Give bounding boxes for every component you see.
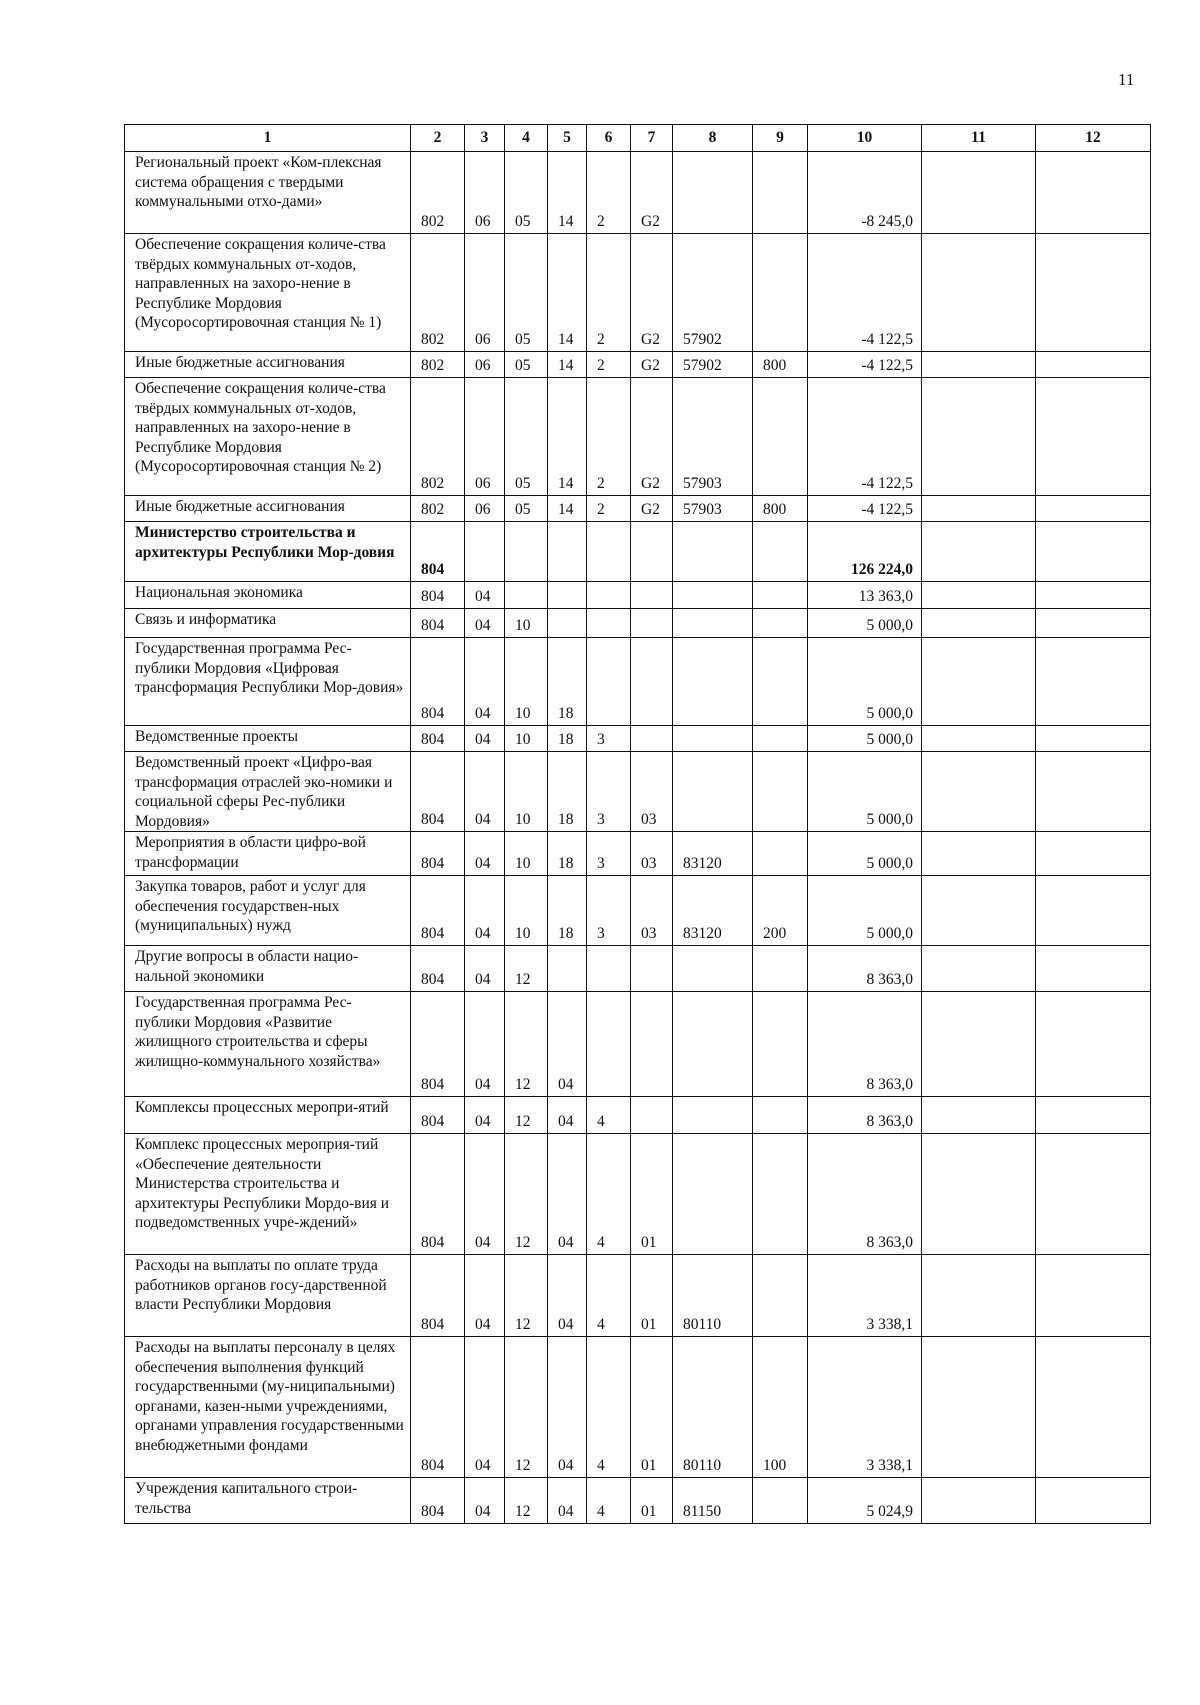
- kvsr-code: 802: [411, 234, 465, 352]
- table-row: [125, 378, 1151, 496]
- subprogram-code: 4: [587, 1478, 631, 1524]
- direction-code: [673, 946, 753, 992]
- subsection-code: 10: [505, 726, 548, 752]
- section-code: 04: [465, 726, 505, 752]
- program-code: 18: [548, 752, 587, 832]
- direction-code: 81150: [673, 1478, 753, 1524]
- kvsr-code: 804: [411, 522, 465, 582]
- section-code: 04: [465, 609, 505, 638]
- program-code: 14: [548, 234, 587, 352]
- subsection-code: 12: [505, 1134, 548, 1255]
- expense-type-code: [753, 752, 808, 832]
- row-name: Государственная программа Рес-публики Мордовия «Цифровая трансформация Республики Мор-довия»: [125, 638, 411, 726]
- section-code: 04: [465, 876, 505, 946]
- col-11: [922, 638, 1036, 726]
- amount: 5 000,0: [808, 609, 922, 638]
- col-12: [1036, 876, 1151, 946]
- subprogram-code: 4: [587, 1337, 631, 1478]
- subprogram-code: [587, 992, 631, 1097]
- subprogram-code: [587, 522, 631, 582]
- project-code: [631, 609, 673, 638]
- expense-type-code: [753, 638, 808, 726]
- column-header: 9: [753, 125, 808, 152]
- program-code: 18: [548, 876, 587, 946]
- col-11: [922, 1478, 1036, 1524]
- col-11: [922, 352, 1036, 378]
- col-12: [1036, 1337, 1151, 1478]
- amount: 5 000,0: [808, 726, 922, 752]
- expense-type-code: 200: [753, 876, 808, 946]
- expense-type-code: [753, 1097, 808, 1134]
- subprogram-code: 2: [587, 496, 631, 522]
- col-12: [1036, 752, 1151, 832]
- section-code: 04: [465, 946, 505, 992]
- subsection-code: 05: [505, 378, 548, 496]
- amount: 8 363,0: [808, 946, 922, 992]
- expense-type-code: [753, 609, 808, 638]
- subprogram-code: 2: [587, 234, 631, 352]
- table-row: [125, 832, 1151, 876]
- subsection-code: 12: [505, 1255, 548, 1337]
- subsection-code: [505, 582, 548, 609]
- table-row: [125, 1134, 1151, 1255]
- expense-type-code: 800: [753, 496, 808, 522]
- program-code: 18: [548, 638, 587, 726]
- kvsr-code: 804: [411, 582, 465, 609]
- subsection-code: [505, 522, 548, 582]
- row-name: Иные бюджетные ассигнования: [125, 496, 411, 522]
- table-row: [125, 1478, 1151, 1524]
- kvsr-code: 804: [411, 992, 465, 1097]
- direction-code: 80110: [673, 1337, 753, 1478]
- amount: -8 245,0: [808, 152, 922, 234]
- direction-code: [673, 638, 753, 726]
- col-12: [1036, 522, 1151, 582]
- kvsr-code: 804: [411, 1478, 465, 1524]
- program-code: 04: [548, 992, 587, 1097]
- amount: 3 338,1: [808, 1255, 922, 1337]
- table-row: [125, 152, 1151, 234]
- row-name: Связь и информатика: [125, 609, 411, 638]
- column-header: 7: [631, 125, 673, 152]
- kvsr-code: 804: [411, 876, 465, 946]
- project-code: 01: [631, 1337, 673, 1478]
- expense-type-code: [753, 992, 808, 1097]
- col-12: [1036, 496, 1151, 522]
- project-code: 01: [631, 1134, 673, 1255]
- col-12: [1036, 152, 1151, 234]
- amount: -4 122,5: [808, 352, 922, 378]
- col-12: [1036, 582, 1151, 609]
- row-name: Расходы на выплаты персоналу в целях обеспечения выполнения функций государственными (му-ниципальными) органами, казен-ными учреждениями, органами управления государственными внебюджетными фондами: [125, 1337, 411, 1478]
- amount: 13 363,0: [808, 582, 922, 609]
- col-11: [922, 582, 1036, 609]
- row-name: Учреждения капитального строи-тельства: [125, 1478, 411, 1524]
- section-code: 06: [465, 234, 505, 352]
- row-name: Мероприятия в области цифро-вой трансформации: [125, 832, 411, 876]
- subsection-code: 12: [505, 1478, 548, 1524]
- subprogram-code: 4: [587, 1134, 631, 1255]
- col-11: [922, 609, 1036, 638]
- col-11: [922, 496, 1036, 522]
- amount: 5 024,9: [808, 1478, 922, 1524]
- expense-type-code: [753, 152, 808, 234]
- subsection-code: 05: [505, 496, 548, 522]
- table-row: [125, 946, 1151, 992]
- col-11: [922, 876, 1036, 946]
- section-code: 04: [465, 1255, 505, 1337]
- section-code: 06: [465, 378, 505, 496]
- row-name: Министерство строительства и архитектуры Республики Мор-довия: [125, 522, 411, 582]
- kvsr-code: 804: [411, 1255, 465, 1337]
- row-name: Другие вопросы в области нацио-нальной экономики: [125, 946, 411, 992]
- project-code: [631, 1097, 673, 1134]
- column-header: 5: [548, 125, 587, 152]
- subprogram-code: 2: [587, 352, 631, 378]
- direction-code: 57903: [673, 496, 753, 522]
- kvsr-code: 804: [411, 1134, 465, 1255]
- direction-code: [673, 992, 753, 1097]
- col-11: [922, 152, 1036, 234]
- expense-type-code: [753, 832, 808, 876]
- table-row: [125, 1255, 1151, 1337]
- column-header: 6: [587, 125, 631, 152]
- row-name: Комплексы процессных меропри-ятий: [125, 1097, 411, 1134]
- project-code: 01: [631, 1255, 673, 1337]
- kvsr-code: 804: [411, 752, 465, 832]
- col-12: [1036, 638, 1151, 726]
- row-name: Обеспечение сокращения количе-ства твёрдых коммунальных от-ходов, направленных на захоро-нение в Республике Мордовия (Мусоросортировочная станция № 2): [125, 378, 411, 496]
- col-12: [1036, 992, 1151, 1097]
- table-row: [125, 522, 1151, 582]
- project-code: 03: [631, 876, 673, 946]
- table-row: [125, 582, 1151, 609]
- row-name: Ведомственный проект «Цифро-вая трансформация отраслей эко-номики и социальной сферы Рес-публики Мордовия»: [125, 752, 411, 832]
- column-header: 3: [465, 125, 505, 152]
- subsection-code: 10: [505, 752, 548, 832]
- expense-type-code: [753, 582, 808, 609]
- table-row: [125, 726, 1151, 752]
- kvsr-code: 804: [411, 832, 465, 876]
- col-11: [922, 752, 1036, 832]
- column-header: 11: [922, 125, 1036, 152]
- amount: 3 338,1: [808, 1337, 922, 1478]
- expense-type-code: [753, 1255, 808, 1337]
- col-11: [922, 234, 1036, 352]
- col-12: [1036, 1255, 1151, 1337]
- section-code: [465, 522, 505, 582]
- column-header: 8: [673, 125, 753, 152]
- budget-table: [124, 124, 1151, 1524]
- subsection-code: 05: [505, 152, 548, 234]
- project-code: 03: [631, 752, 673, 832]
- subsection-code: 05: [505, 234, 548, 352]
- kvsr-code: 804: [411, 638, 465, 726]
- program-code: 18: [548, 726, 587, 752]
- program-code: 04: [548, 1255, 587, 1337]
- subsection-code: 12: [505, 946, 548, 992]
- expense-type-code: [753, 1478, 808, 1524]
- col-12: [1036, 1478, 1151, 1524]
- expense-type-code: [753, 946, 808, 992]
- section-code: 06: [465, 152, 505, 234]
- subsection-code: 12: [505, 1097, 548, 1134]
- direction-code: 83120: [673, 876, 753, 946]
- col-11: [922, 832, 1036, 876]
- table-row: [125, 352, 1151, 378]
- amount: 126 224,0: [808, 522, 922, 582]
- row-name: Национальная экономика: [125, 582, 411, 609]
- subprogram-code: 2: [587, 378, 631, 496]
- subsection-code: 10: [505, 832, 548, 876]
- col-11: [922, 1337, 1036, 1478]
- subprogram-code: 3: [587, 832, 631, 876]
- program-code: 04: [548, 1478, 587, 1524]
- amount: -4 122,5: [808, 234, 922, 352]
- program-code: [548, 582, 587, 609]
- amount: 8 363,0: [808, 992, 922, 1097]
- expense-type-code: 100: [753, 1337, 808, 1478]
- amount: 8 363,0: [808, 1134, 922, 1255]
- kvsr-code: 802: [411, 152, 465, 234]
- subprogram-code: [587, 609, 631, 638]
- row-name: Закупка товаров, работ и услуг для обеспечения государствен-ных (муниципальных) нужд: [125, 876, 411, 946]
- subsection-code: 12: [505, 992, 548, 1097]
- row-name: Региональный проект «Ком-плексная система обращения с твердыми коммунальными отхо-дами»: [125, 152, 411, 234]
- subsection-code: 12: [505, 1337, 548, 1478]
- section-code: 04: [465, 992, 505, 1097]
- section-code: 04: [465, 638, 505, 726]
- direction-code: 57902: [673, 234, 753, 352]
- direction-code: [673, 609, 753, 638]
- project-code: G2: [631, 234, 673, 352]
- program-code: [548, 609, 587, 638]
- row-name: Государственная программа Рес-публики Мордовия «Развитие жилищного строительства и сферы жилищно-коммунального хозяйства»: [125, 992, 411, 1097]
- subprogram-code: 3: [587, 726, 631, 752]
- column-header: 12: [1036, 125, 1151, 152]
- row-name: Комплекс процессных мероприя-тий «Обеспечение деятельности Министерства строительства и архитектуры Республики Мордо-вия и подведомственных учре-ждений»: [125, 1134, 411, 1255]
- subsection-code: 10: [505, 609, 548, 638]
- project-code: [631, 522, 673, 582]
- section-code: 04: [465, 582, 505, 609]
- direction-code: [673, 726, 753, 752]
- project-code: G2: [631, 152, 673, 234]
- section-code: 04: [465, 1478, 505, 1524]
- project-code: [631, 946, 673, 992]
- amount: 8 363,0: [808, 1097, 922, 1134]
- direction-code: 57902: [673, 352, 753, 378]
- header-row: [125, 125, 1151, 152]
- direction-code: [673, 522, 753, 582]
- kvsr-code: 804: [411, 726, 465, 752]
- project-code: 01: [631, 1478, 673, 1524]
- subsection-code: 10: [505, 638, 548, 726]
- section-code: 06: [465, 496, 505, 522]
- program-code: 14: [548, 152, 587, 234]
- col-11: [922, 522, 1036, 582]
- direction-code: [673, 1134, 753, 1255]
- table-row: [125, 876, 1151, 946]
- subprogram-code: [587, 582, 631, 609]
- direction-code: 83120: [673, 832, 753, 876]
- amount: -4 122,5: [808, 496, 922, 522]
- col-11: [922, 1097, 1036, 1134]
- section-code: 04: [465, 752, 505, 832]
- section-code: 06: [465, 352, 505, 378]
- direction-code: [673, 1097, 753, 1134]
- table-row: [125, 496, 1151, 522]
- col-12: [1036, 726, 1151, 752]
- column-header: 1: [125, 125, 411, 152]
- amount: 5 000,0: [808, 752, 922, 832]
- page-number: 11: [1118, 70, 1135, 89]
- column-header: 4: [505, 125, 548, 152]
- table-row: [125, 1097, 1151, 1134]
- program-code: [548, 946, 587, 992]
- program-code: 04: [548, 1337, 587, 1478]
- subprogram-code: 4: [587, 1097, 631, 1134]
- direction-code: 80110: [673, 1255, 753, 1337]
- project-code: G2: [631, 352, 673, 378]
- amount: -4 122,5: [808, 378, 922, 496]
- expense-type-code: [753, 378, 808, 496]
- expense-type-code: [753, 1134, 808, 1255]
- col-11: [922, 992, 1036, 1097]
- program-code: 14: [548, 352, 587, 378]
- subprogram-code: 3: [587, 876, 631, 946]
- col-12: [1036, 832, 1151, 876]
- col-12: [1036, 1134, 1151, 1255]
- table-row: [125, 752, 1151, 832]
- table-row: [125, 609, 1151, 638]
- kvsr-code: 804: [411, 609, 465, 638]
- section-code: 04: [465, 1134, 505, 1255]
- col-12: [1036, 1097, 1151, 1134]
- section-code: 04: [465, 1097, 505, 1134]
- amount: 5 000,0: [808, 638, 922, 726]
- project-code: [631, 726, 673, 752]
- project-code: [631, 992, 673, 1097]
- col-12: [1036, 378, 1151, 496]
- row-name: Ведомственные проекты: [125, 726, 411, 752]
- direction-code: 57903: [673, 378, 753, 496]
- section-code: 04: [465, 832, 505, 876]
- program-code: 04: [548, 1097, 587, 1134]
- direction-code: [673, 752, 753, 832]
- col-12: [1036, 609, 1151, 638]
- table-row: [125, 234, 1151, 352]
- expense-type-code: [753, 234, 808, 352]
- program-code: [548, 522, 587, 582]
- amount: 5 000,0: [808, 876, 922, 946]
- program-code: 18: [548, 832, 587, 876]
- project-code: G2: [631, 378, 673, 496]
- kvsr-code: 802: [411, 352, 465, 378]
- expense-type-code: [753, 726, 808, 752]
- column-header: 10: [808, 125, 922, 152]
- kvsr-code: 804: [411, 1097, 465, 1134]
- row-name: Иные бюджетные ассигнования: [125, 352, 411, 378]
- project-code: [631, 582, 673, 609]
- col-11: [922, 1134, 1036, 1255]
- kvsr-code: 804: [411, 1337, 465, 1478]
- program-code: 14: [548, 496, 587, 522]
- col-11: [922, 946, 1036, 992]
- table-row: [125, 638, 1151, 726]
- subprogram-code: [587, 946, 631, 992]
- col-11: [922, 1255, 1036, 1337]
- table-row: [125, 992, 1151, 1097]
- expense-type-code: 800: [753, 352, 808, 378]
- project-code: G2: [631, 496, 673, 522]
- project-code: [631, 638, 673, 726]
- kvsr-code: 802: [411, 378, 465, 496]
- col-11: [922, 378, 1036, 496]
- project-code: 03: [631, 832, 673, 876]
- subprogram-code: [587, 638, 631, 726]
- col-12: [1036, 234, 1151, 352]
- section-code: 04: [465, 1337, 505, 1478]
- direction-code: [673, 152, 753, 234]
- column-header: 2: [411, 125, 465, 152]
- col-12: [1036, 946, 1151, 992]
- table-row: [125, 1337, 1151, 1478]
- subsection-code: 10: [505, 876, 548, 946]
- kvsr-code: 804: [411, 946, 465, 992]
- amount: 5 000,0: [808, 832, 922, 876]
- program-code: 14: [548, 378, 587, 496]
- subprogram-code: 2: [587, 152, 631, 234]
- subprogram-code: 4: [587, 1255, 631, 1337]
- direction-code: [673, 582, 753, 609]
- col-11: [922, 726, 1036, 752]
- row-name: Обеспечение сокращения количе-ства твёрдых коммунальных от-ходов, направленных на захоро-нение в Республике Мордовия (Мусоросортировочная станция № 1): [125, 234, 411, 352]
- expense-type-code: [753, 522, 808, 582]
- row-name: Расходы на выплаты по оплате труда работников органов госу-дарственной власти Республики Мордовия: [125, 1255, 411, 1337]
- col-12: [1036, 352, 1151, 378]
- kvsr-code: 802: [411, 496, 465, 522]
- program-code: 04: [548, 1134, 587, 1255]
- subsection-code: 05: [505, 352, 548, 378]
- subprogram-code: 3: [587, 752, 631, 832]
